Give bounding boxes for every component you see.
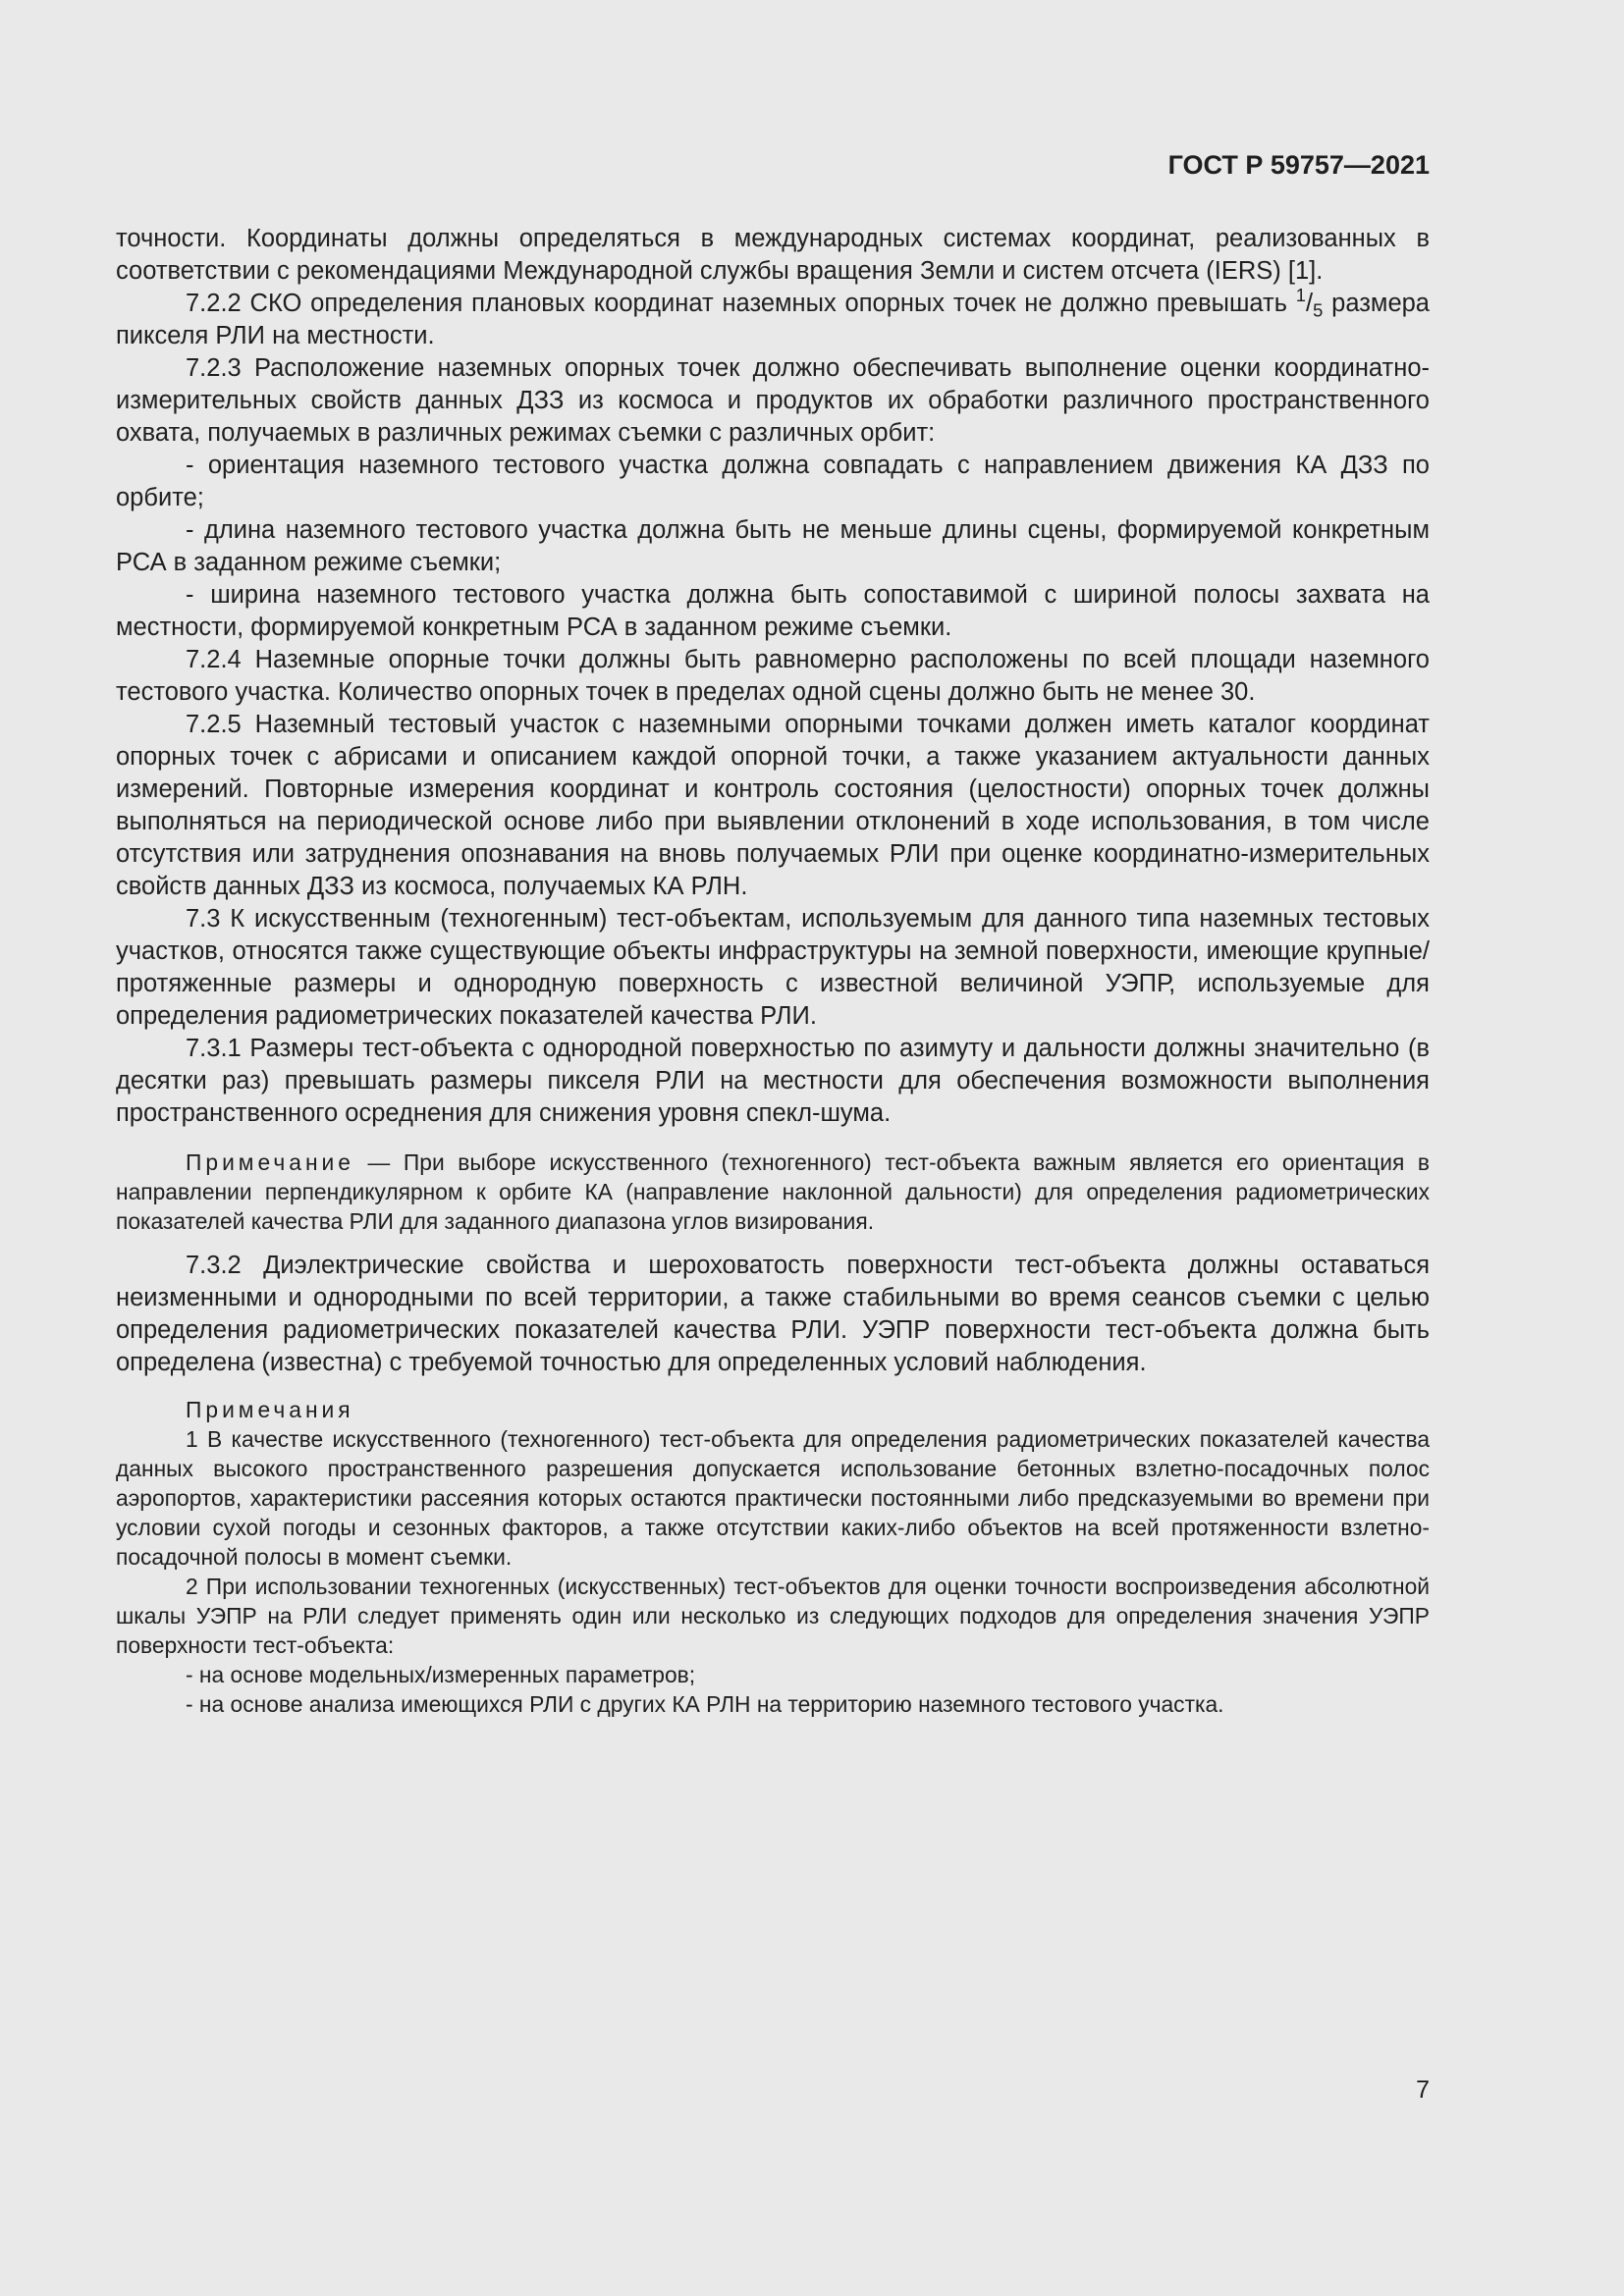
list-item: - длина наземного тестового участка должна быть не меньше длины сцены, формируемой конкретным РСА в заданном режиме съемки; xyxy=(116,516,1430,576)
paragraph-7-2-2 xyxy=(116,284,1430,352)
fraction-numerator: 1 xyxy=(1295,284,1307,305)
notes-section xyxy=(116,1395,1430,1719)
fraction-denominator: 5 xyxy=(1313,299,1324,321)
note-paragraph xyxy=(116,1148,1430,1236)
paragraph-7-2-4: 7.2.4 Наземные опорные точки должны быть равномерно расположены по всей площади наземного тестового участка. Количество опорных точек в пределах одной сцены должно быть не менее 30. xyxy=(116,646,1430,706)
paragraph-7-3: 7.3 К искусственным (техногенным) тест-объектам, используемым для данного типа наземных тестовых участков, относятся также существующие объекты инфраструктуры на земной поверхности, имеющие крупные/протяженные размеры и однородную поверхность с известной величиной УЭПР, используемые для определения радиометрических показателей качества РЛИ. xyxy=(116,905,1430,1030)
note-item: 2 При использовании техногенных (искусственных) тест-объектов для оценки точности воспроизведения абсолютной шкалы УЭПР на РЛИ следует применять один или несколько из следующих подходов для определения значения УЭПР поверхности тест-объекта: xyxy=(116,1574,1430,1658)
fraction-slash: / xyxy=(1306,290,1314,317)
note-label: Примечание xyxy=(186,1149,354,1175)
paragraph-7-2-2-tail: размера пикселя РЛИ на местности. xyxy=(116,290,1430,349)
paragraph-7-3-1: 7.3.1 Размеры тест-объекта с однородной поверхностью по азимуту и дальности должны значительно (в десятки раз) превышать размеры пикселя РЛИ на местности для обеспечения возможности выполнения пространственного осреднения для снижения уровня спекл-шума. xyxy=(116,1035,1430,1127)
note xyxy=(116,1148,1430,1236)
notes-label: Примечания xyxy=(186,1397,354,1422)
paragraph-7-2-5: 7.2.5 Наземный тестовый участок с наземными опорными точками должен иметь каталог координат опорных точек с абрисами и описанием каждой опорной точки, а также указанием актуальности данных измерений. Повторные измерения координат и контроль состояния (целостности) опорных точек должны выполняться на периодической основе либо при выявлении отклонений в ходе использования, в том числе отсутствия или затруднения опознавания на вновь получаемых РЛИ при оценке координатно-измерительных свойств данных ДЗЗ из космоса, получаемых КА РЛН. xyxy=(116,711,1430,900)
page-number: 7 xyxy=(1416,2076,1430,2104)
paragraph-7-2-3: 7.2.3 Расположение наземных опорных точек должно обеспечивать выполнение оценки координатно-измерительных свойств данных ДЗЗ из космоса и продуктов их обработки различного пространственного охвата, получаемых в различных режимах съемки с различных орбит: xyxy=(116,354,1430,447)
paragraph-continuation: точности. Координаты должны определяться в международных системах координат, реализованных в соответствии с рекомендациями Международной службы вращения Земли и систем отсчета (IERS) [1]. xyxy=(116,225,1430,285)
note-sub-item: - на основе модельных/измеренных параметров; xyxy=(186,1662,696,1687)
paragraph-7-3-2: 7.3.2 Диэлектрические свойства и шероховатость поверхности тест-объекта должны оставаться неизменными и однородными по всей территории, а также стабильными во время сеансов съемки с целью определения радиометрических показателей качества РЛИ. УЭПР поверхности тест-объекта должна быть определена (известна) с требуемой точностью для определенных условий наблюдения. xyxy=(116,1252,1430,1376)
note-text: — При выборе искусственного (техногенного) тест-объекта важным является его ориентация в направлении перпендикулярном к орбите КА (направление наклонной дальности) для определения радиометрических показателей качества РЛИ для заданного диапазона углов визирования. xyxy=(116,1149,1430,1234)
document-body xyxy=(116,223,1430,1719)
paragraph-7-2-2-text: 7.2.2 СКО определения плановых координат наземных опорных точек не должно превышать xyxy=(186,290,1296,317)
list-item: - ориентация наземного тестового участка должна совпадать с направлением движения КА ДЗЗ по орбите; xyxy=(116,452,1430,511)
note-sub-item: - на основе анализа имеющихся РЛИ с других КА РЛН на территорию наземного тестового участка. xyxy=(186,1691,1224,1717)
list-item: - ширина наземного тестового участка должна быть сопоставимой с шириной полосы захвата на местности, формируемой конкретным РСА в заданном режиме съемки. xyxy=(116,581,1430,641)
standard-id: ГОСТ Р 59757—2021 xyxy=(1167,150,1430,180)
fraction xyxy=(1295,284,1324,321)
note-item: 1 В качестве искусственного (техногенного) тест-объекта для определения радиометрических показателей качества данных высокого пространственного разрешения допускается использование бетонных взлетно-посадочных полос аэропортов, характеристики рассеяния которых остаются практически постоянными либо предсказуемыми во времени при условии сухой погоды и сезонных факторов, а также отсутствии каких-либо объектов на всей протяженности взлетно-посадочной полосы в момент съемки. xyxy=(116,1426,1430,1570)
document-header xyxy=(116,147,1430,183)
